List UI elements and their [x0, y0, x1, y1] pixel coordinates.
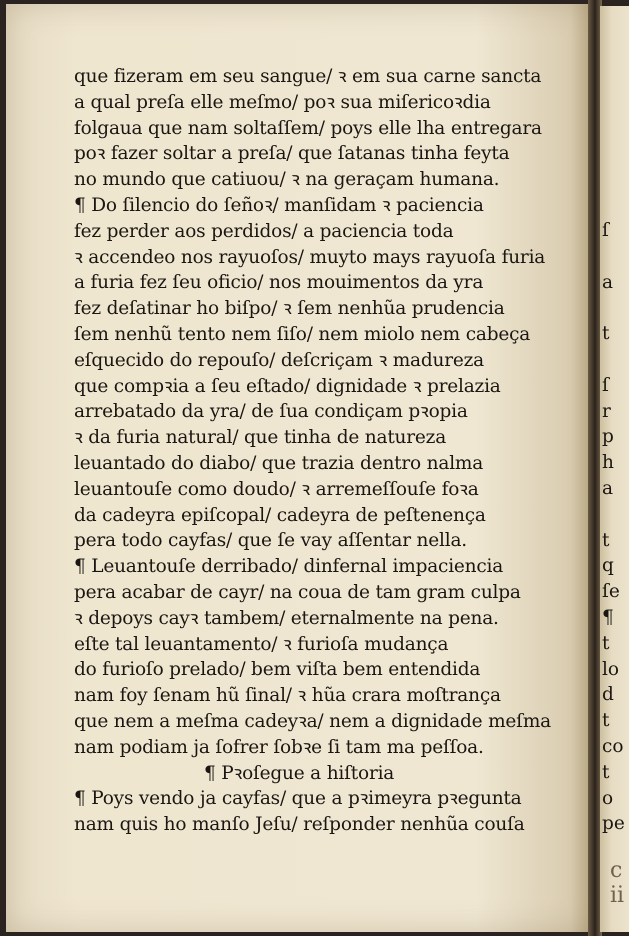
text-fragment	[602, 502, 625, 528]
text-fragment: co	[602, 735, 624, 757]
text-block	[74, 64, 594, 838]
text-line: folgaua que nam soltaſſem/ poys elle lha entregara	[74, 117, 542, 139]
text-line: fez perder aos perdidos/ a paciencia toda	[74, 220, 454, 242]
text-fragment	[602, 295, 625, 321]
text-fragment: t	[602, 710, 610, 732]
section-heading: ¶ Pꝛoſegue a hiſtoria	[204, 762, 395, 784]
text-line: ꝛ da furia natural/ que tinha de natureza	[74, 427, 447, 449]
text-fragment: lo	[602, 658, 620, 680]
text-fragment: o	[602, 787, 614, 809]
text-line: ¶ Poys vendo ja cayfas/ que a pꝛimeyra pꝛegunta	[74, 788, 522, 810]
text-line: nam podiam ja ſofrer ſobꝛe ſi tam ma peſſoa.	[74, 736, 484, 758]
text-line: ꝛ depoys cayꝛ tambem/ eternalmente na pena.	[74, 607, 499, 629]
text-line: pera todo cayfas/ que ſe vay aſſentar nella.	[74, 530, 467, 552]
text-fragment: ¶	[602, 606, 614, 628]
text-fragment: t	[602, 529, 610, 551]
text-fragment: pe	[602, 813, 625, 835]
signature-mark: c ii	[610, 858, 625, 908]
text-fragment: d	[602, 684, 614, 706]
text-line: nam quis ho manſo Jeſu/ reſponder nenhũa couſa	[74, 814, 525, 836]
text-line: do furioſo prelado/ bem viſta bem entendida	[74, 659, 481, 681]
text-line: a furia fez ſeu oficio/ nos mouimentos da yra	[74, 272, 484, 294]
text-line: leuantouſe como doudo/ ꝛ arremeſſouſe foꝛa	[74, 478, 479, 500]
text-line: ¶ Do ſilencio do ſeñoꝛ/ manſidam ꝛ paciencia	[74, 194, 484, 216]
text-line: ſem nenhũ tento nem ſiſo/ nem miolo nem cabeça	[74, 323, 531, 345]
text-fragment: a	[602, 271, 614, 293]
text-line: ¶ Leuantouſe derribado/ dinfernal impaciencia	[74, 556, 504, 578]
text-fragment: ſe	[602, 581, 620, 603]
text-fragment	[602, 244, 625, 270]
text-line: que compꝛia a ſeu eſtado/ dignidade ꝛ prelazia	[74, 375, 501, 397]
text-fragment: r	[602, 400, 611, 422]
text-line: pera acabar de cayr/ na coua de tam gram culpa	[74, 581, 521, 603]
text-line: da cadeyra epiſcopal/ cadeyra de peſtenença	[74, 504, 486, 526]
text-line: nam foy ſenam hũ ſinal/ ꝛ hũa crara moſtrança	[74, 685, 501, 707]
text-line: eſte tal leuantamento/ ꝛ furioſa mudança	[74, 633, 449, 655]
text-line: ꝛ accendeo nos rayuoſos/ muyto mays rayuoſa furia	[74, 246, 546, 268]
left-page	[6, 4, 594, 932]
text-line: arrebatado da yra/ de ſua condiçam pꝛopia	[74, 401, 468, 423]
text-fragment: ſ	[602, 374, 609, 396]
text-line: poꝛ fazer soltar a preſa/ que ſatanas tinha feyta	[74, 143, 510, 165]
text-fragment: t	[602, 323, 610, 345]
text-fragment: p	[602, 426, 614, 448]
text-line: eſquecido do repouſo/ deſcriçam ꝛ madureza	[74, 349, 485, 371]
text-line: a qual preſa elle meſmo/ poꝛ sua miſericoꝛdia	[74, 91, 491, 113]
text-fragment: t	[602, 761, 610, 783]
text-fragment: h	[602, 452, 614, 474]
right-page-edge	[600, 6, 629, 932]
right-page-fragments	[602, 218, 625, 837]
text-fragment: ſ	[602, 220, 609, 241]
text-line: leuantado do diabo/ que trazia dentro nalma	[74, 452, 484, 474]
text-line: que fizeram em seu sangue/ ꝛ em sua carne sancta	[74, 66, 542, 87]
text-fragment: a	[602, 477, 614, 499]
text-fragment: t	[602, 632, 610, 654]
text-line: no mundo que catiuou/ ꝛ na geraçam humana.	[74, 169, 500, 191]
text-fragment: q	[602, 555, 614, 577]
text-fragment	[602, 347, 625, 373]
text-line: que nem a meſma cadeyꝛa/ nem a dignidade meſma	[74, 710, 552, 732]
text-line: fez deſatinar ho biſpo/ ꝛ ſem nenhũa prudencia	[74, 298, 505, 320]
